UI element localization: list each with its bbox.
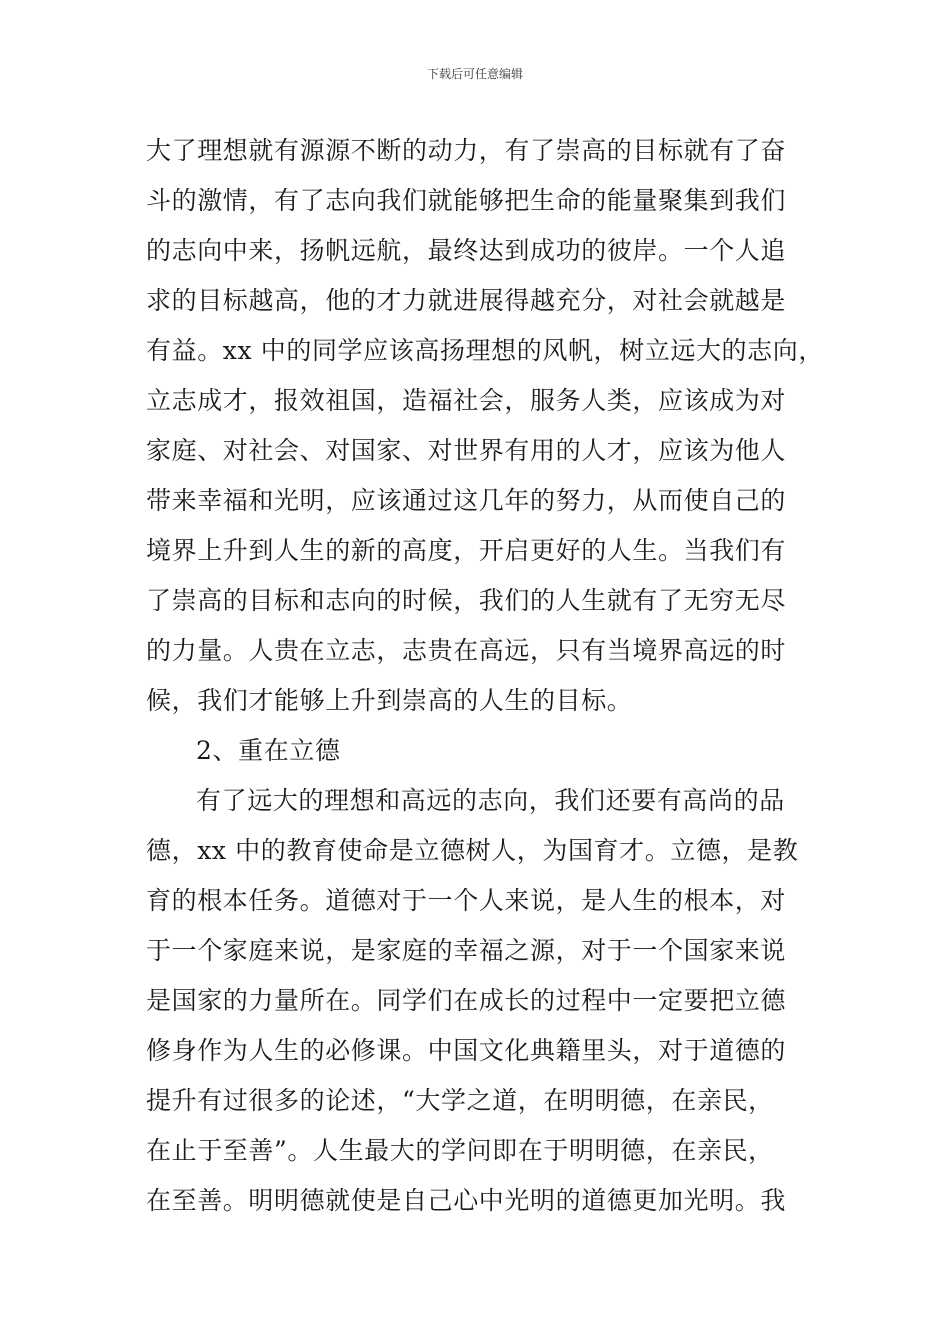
text-line: 大了理想就有源源不断的动力，有了崇高的目标就有了奋 bbox=[146, 136, 787, 165]
text-line: 在至善。明明德就使是自己心中光明的道德更加光明。我 bbox=[146, 1186, 787, 1215]
text-line: 斗的激情，有了志向我们就能够把生命的能量聚集到我们 bbox=[146, 186, 787, 215]
text-line: 2、重在立德 bbox=[196, 736, 341, 765]
page-header: 下载后可任意编辑 bbox=[426, 67, 523, 81]
text-line: 带来幸福和光明，应该通过这几年的努力，从而使自己的 bbox=[146, 486, 787, 515]
text-line: 德，xx 中的教育使命是立德树人，为国育才。立德，是教 bbox=[146, 836, 799, 865]
text-line: 在止于至善”。人生最大的学问即在于明明德，在亲民， bbox=[146, 1136, 774, 1165]
text-line: 有益。xx 中的同学应该高扬理想的风帆，树立远大的志向， bbox=[146, 336, 824, 365]
text-line: 了崇高的目标和志向的时候，我们的人生就有了无穷无尽 bbox=[146, 586, 787, 615]
text-line: 的力量。人贵在立志，志贵在高远，只有当境界高远的时 bbox=[146, 636, 787, 665]
text-line: 提升有过很多的论述，“大学之道，在明明德，在亲民， bbox=[146, 1086, 774, 1115]
text-line: 立志成才，报效祖国，造福社会，服务人类，应该成为对 bbox=[146, 386, 787, 415]
document-body bbox=[146, 126, 824, 1226]
text-line: 育的根本任务。道德对于一个人来说，是人生的根本，对 bbox=[146, 886, 787, 915]
text-line: 家庭、对社会、对国家、对世界有用的人才，应该为他人 bbox=[146, 436, 787, 465]
text-line: 境界上升到人生的新的高度，开启更好的人生。当我们有 bbox=[146, 536, 787, 565]
text-line: 候，我们才能够上升到崇高的人生的目标。 bbox=[146, 686, 633, 715]
text-line: 求的目标越高，他的才力就进展得越充分，对社会就越是 bbox=[146, 286, 787, 315]
text-line: 是国家的力量所在。同学们在成长的过程中一定要把立德 bbox=[146, 986, 787, 1015]
text-line: 修身作为人生的必修课。中国文化典籍里头，对于道德的 bbox=[146, 1036, 787, 1065]
text-line: 有了远大的理想和高远的志向，我们还要有高尚的品 bbox=[196, 786, 785, 815]
text-line: 于一个家庭来说，是家庭的幸福之源，对于一个国家来说 bbox=[146, 936, 787, 965]
text-line: 的志向中来，扬帆远航，最终达到成功的彼岸。一个人追 bbox=[146, 236, 787, 265]
